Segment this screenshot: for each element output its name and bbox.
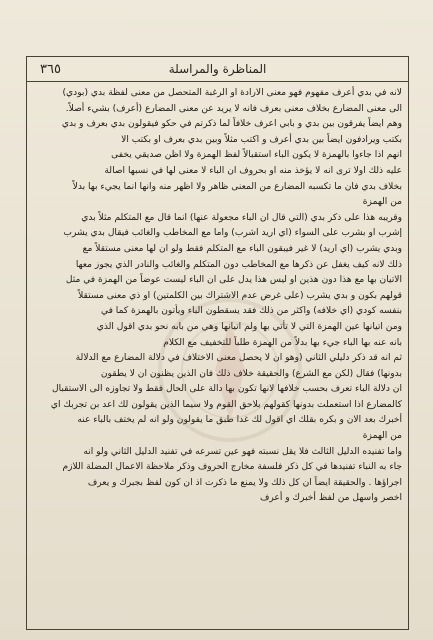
page-body-text bbox=[32, 86, 402, 626]
text-line: ذلك لانه كيف يغفل عن ذكرها مع المخاطب دون المتكلم والغائب والنادر الذي يجوز معها bbox=[75, 259, 402, 270]
text-line: أخبرك بعد الان و بكره بقلك اي اقول لك غدا طبق ما يقولون ولو انه لم يختف بالباء عنه bbox=[77, 415, 402, 426]
text-line: اجراؤها . والحقيقة ايضاً ان كل ذلك ولا يمنع ما ذكرت اذ ان كون لفظ بجبرك و يعرف bbox=[87, 477, 402, 488]
text-line: بخلاف بدي فان ما تكسبه المضارع من المعنى ظاهر ولا اظهر منه وانها انما يجيء بها بدلاً bbox=[72, 181, 402, 192]
text-line: وهم ايضاً يفرقون بين بدي و بابي اعرف خلافاً لما ذكرتم في حكو فيقولون بدي بعرف و بدي bbox=[61, 119, 402, 130]
text-line: ومن اتيانها عين الهمزة التي لا تأتي بها ولم اتيانها وهي من بابه نحو بدي اقول الذي bbox=[96, 321, 402, 332]
text-line: الى معنى المضارع بخلاف معنى بعرف فانه لا يريد عن معنى المضارع (أعرف) بشيء أصلاً. bbox=[65, 103, 402, 114]
text-line: ان دلالة الباء تعرف بحسب خلافها لانها تكون بها دالة على الحال فقط ولا تجاوزه الى الاستقبال bbox=[51, 384, 402, 395]
text-line: من الهمزة bbox=[362, 431, 402, 442]
text-line: من الهمزة bbox=[362, 197, 402, 208]
text-line: بدونها) فقال (لكن مع الشرع) والحقيقة خلاف ذلك فان الذين يظنون ان لا يطقون bbox=[100, 368, 402, 379]
text-line: كالمضارع اذا استعملت بدونها كقولهم بلاحق القوم ولا سيما الذين يقولون لك اعد بن تجربك اي bbox=[50, 399, 402, 410]
text-line: وبدي يشرب (اي اريد) لا غير فيبقون الباء مع المتكلم فقط ولو ان لها معنى مستقلاً مع bbox=[82, 243, 402, 254]
text-line: لانه في بدي أعرف مفهوم فهو معنى الارادة او الرغبة المتحصل من معنى لفظة بدي (بودي) bbox=[62, 88, 402, 98]
text-line: عليه ذلك اولا ترى انه لا يؤخذ منه او بحروف ان الباء لا معنى لها في نسبها اصالة bbox=[104, 165, 402, 176]
running-title: المناظرة والمراسلة bbox=[168, 62, 267, 76]
text-line: إشرب او بشرب على السواء (اي اريد اشرب) واما مع المخاطب والغائب فيقال بدي يشرب bbox=[63, 228, 402, 239]
text-line: الاتيان بها مع هذا دون هذين او ليس هذا يدل على ان الباء ليست عوضاً من الهمزة في مثل bbox=[65, 275, 402, 286]
text-line: جاء به النباء تفنيدها في كل ذكر فلسفة مخارج الحروف وذكر ملاحظة الاعمال المضلة اللازم bbox=[62, 462, 402, 473]
text-line: انهم اذا جاءوا بالهمزة لا يكون الباء استقبالاً لفظ الهمزة ولا اظن صديقي يخفى bbox=[111, 150, 402, 161]
text-line: اخصر واسهل من لفظ أخبرك و أعرف bbox=[259, 493, 402, 504]
text-line: ثم انه قد ذكر دليلي الثاني (وهو ان لا يحصل معنى الاختلاف في دلالة المضارع مع الدلالة bbox=[75, 353, 402, 364]
text-line: واما تفنيده الدليل الثالث فلا يقل نسبته فهو عين تسرعه في تفنيد الدليل الثاني ولو انه bbox=[83, 446, 402, 457]
text-line: بنفسه كودي (اي خلافه) واكثر من ذلك فقد يسقطون الباء ويأتون بالهمزة كما في bbox=[100, 306, 402, 317]
text-line: بكتب ويرادفون ايضاً بين بدي أعرف و اكتب مثلاً وبين بدي بعرف او بكتب الا bbox=[121, 134, 402, 145]
text-line: وقريبه هذا على ذكر بدي (التي قال ان الباء مجعولة عنها) انما قال مع المتكلم مثلاً بدي bbox=[81, 212, 402, 223]
text-line: قولهم بكون و بدي يشرب (على غرض عدم الاشتراك بين الكلمتين) او ذي معنى مستقلاً bbox=[78, 290, 402, 301]
page-header bbox=[26, 58, 409, 82]
page-number: ٣٦٥ bbox=[40, 62, 61, 77]
text-line: بانه عنه بها الباء جيء بها بدلاً من الهمزة طلباً للتخفيف مع الكلام bbox=[163, 337, 402, 348]
